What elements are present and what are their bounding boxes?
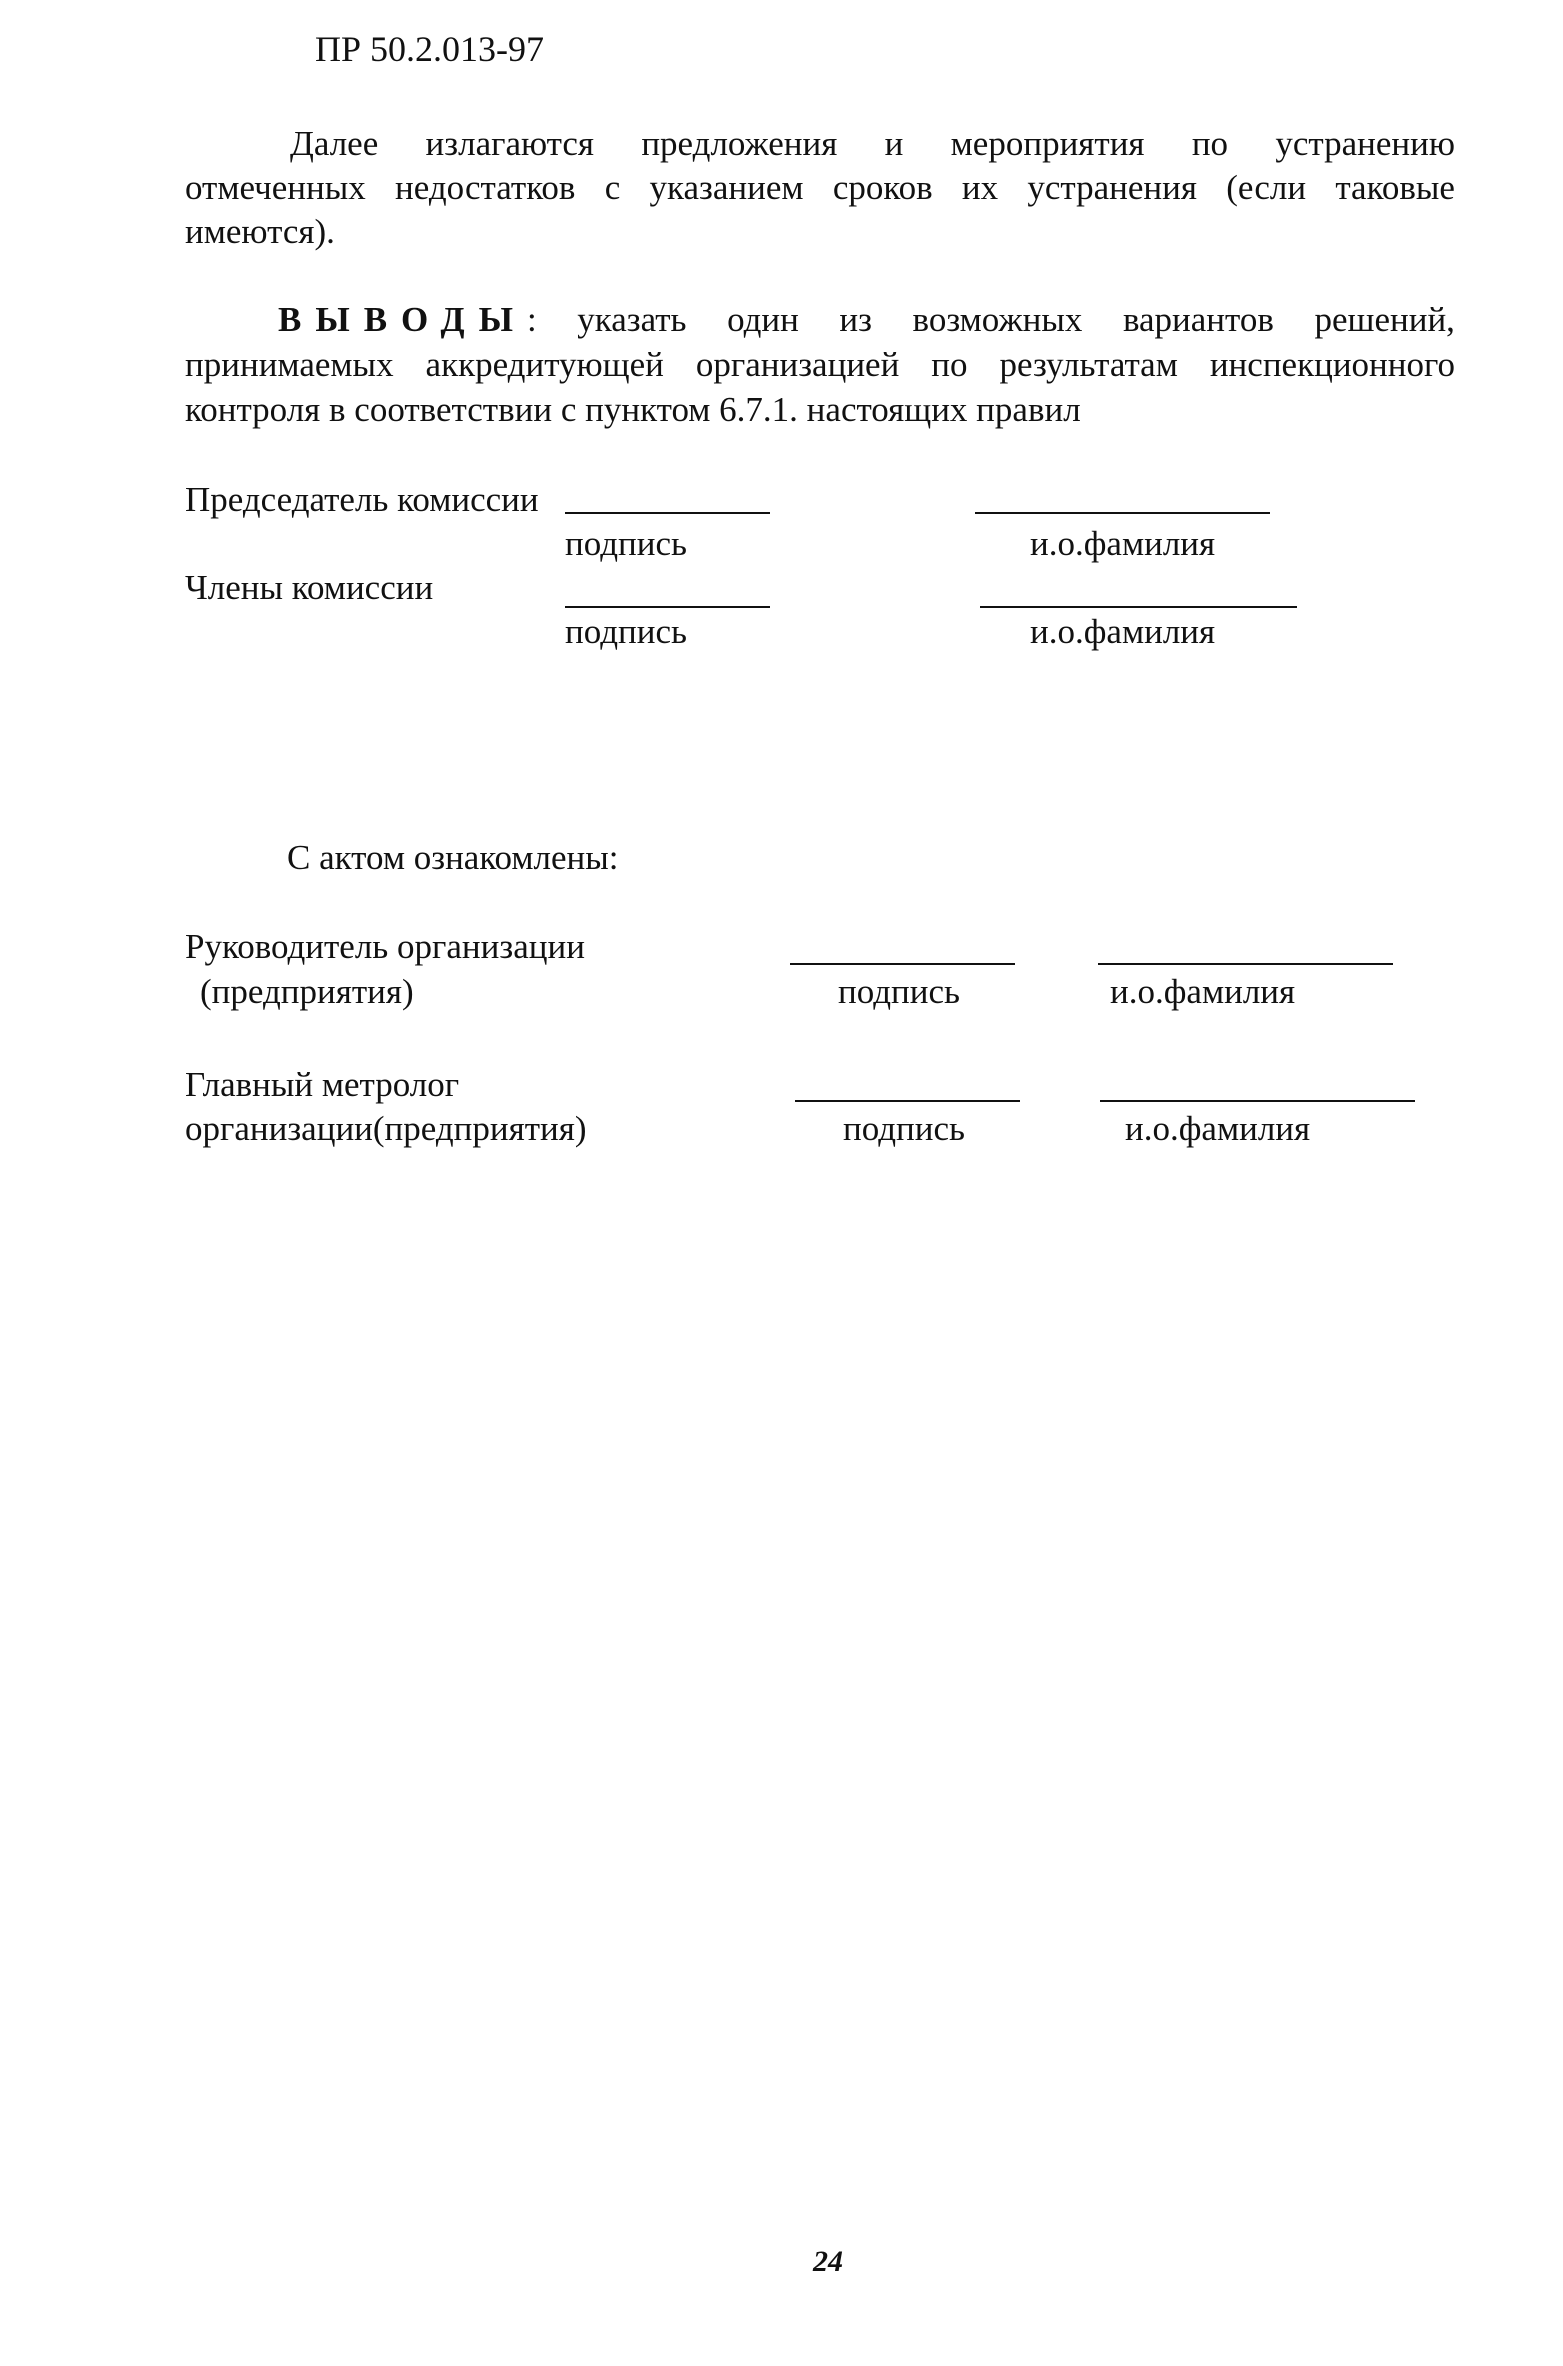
word: указать xyxy=(577,300,687,339)
conclusions-line3: контроля в соответствии с пунктом 6.7.1. настоящих правил xyxy=(185,390,1081,429)
word: один xyxy=(727,300,799,339)
conclusions-line2 xyxy=(185,343,1455,387)
word: результатам xyxy=(999,345,1178,384)
head-signature-line xyxy=(790,963,1015,965)
word: устранения xyxy=(1027,168,1197,207)
chairman-name-caption: и.о.фамилия xyxy=(1030,524,1216,563)
word: аккредитующей xyxy=(425,345,664,384)
word: из xyxy=(839,300,872,339)
members-signature-line xyxy=(565,606,770,608)
word: отмеченных xyxy=(185,168,366,207)
word: вариантов xyxy=(1122,300,1274,339)
metrologist-label-line2: организации(предприятия) xyxy=(185,1109,587,1148)
members-label: Члены комиссии xyxy=(185,568,434,607)
word: по xyxy=(1191,124,1229,163)
members-signature-caption: подпись xyxy=(565,612,687,651)
word: и xyxy=(884,124,904,163)
paragraph-intro-line1 xyxy=(290,122,1455,166)
word: указанием xyxy=(649,168,804,207)
chairman-signature-caption: подпись xyxy=(565,524,687,563)
conclusions-heading: ВЫВОДЫ: xyxy=(278,300,537,339)
paragraph-intro-line3: имеются). xyxy=(185,212,335,251)
word: их xyxy=(961,168,999,207)
word: организацией xyxy=(695,345,900,384)
members-name-line xyxy=(980,606,1297,608)
conclusions-line1 xyxy=(278,298,1455,342)
head-name-caption: и.о.фамилия xyxy=(1110,972,1296,1011)
word: по xyxy=(931,345,968,384)
word: предложения xyxy=(641,124,838,163)
word: решений, xyxy=(1314,300,1455,339)
members-name-caption: и.о.фамилия xyxy=(1030,612,1216,651)
word: мероприятия xyxy=(950,124,1145,163)
head-name-line xyxy=(1098,963,1393,965)
chairman-name-line xyxy=(975,512,1270,514)
word: устранению xyxy=(1275,124,1455,163)
word: таковые xyxy=(1335,168,1455,207)
word: возможных xyxy=(912,300,1083,339)
word: излагаются xyxy=(425,124,595,163)
acknowledgement-heading: С актом ознакомлены: xyxy=(287,838,619,877)
chairman-signature-line xyxy=(565,512,770,514)
head-label-line1: Руководитель организации xyxy=(185,927,585,966)
metrologist-label-line1: Главный метролог xyxy=(185,1065,460,1104)
paragraph-intro-line2 xyxy=(185,166,1455,210)
chairman-label: Председатель комиссии xyxy=(185,480,539,519)
head-signature-caption: подпись xyxy=(838,972,960,1011)
head-label-line2: (предприятия) xyxy=(200,972,414,1011)
word: принимаемых xyxy=(185,345,394,384)
word: недостатков xyxy=(395,168,576,207)
metrologist-name-line xyxy=(1100,1100,1415,1102)
metrologist-signature-caption: подпись xyxy=(843,1109,965,1148)
word: сроков xyxy=(832,168,933,207)
word: с xyxy=(604,168,621,207)
word: Далее xyxy=(290,124,379,163)
metrologist-signature-line xyxy=(795,1100,1020,1102)
document-code: ПР 50.2.013-97 xyxy=(315,29,545,69)
metrologist-name-caption: и.о.фамилия xyxy=(1125,1109,1311,1148)
word: инспекционного xyxy=(1209,345,1455,384)
page-number: 24 xyxy=(813,2245,843,2278)
word: (если xyxy=(1226,168,1307,207)
